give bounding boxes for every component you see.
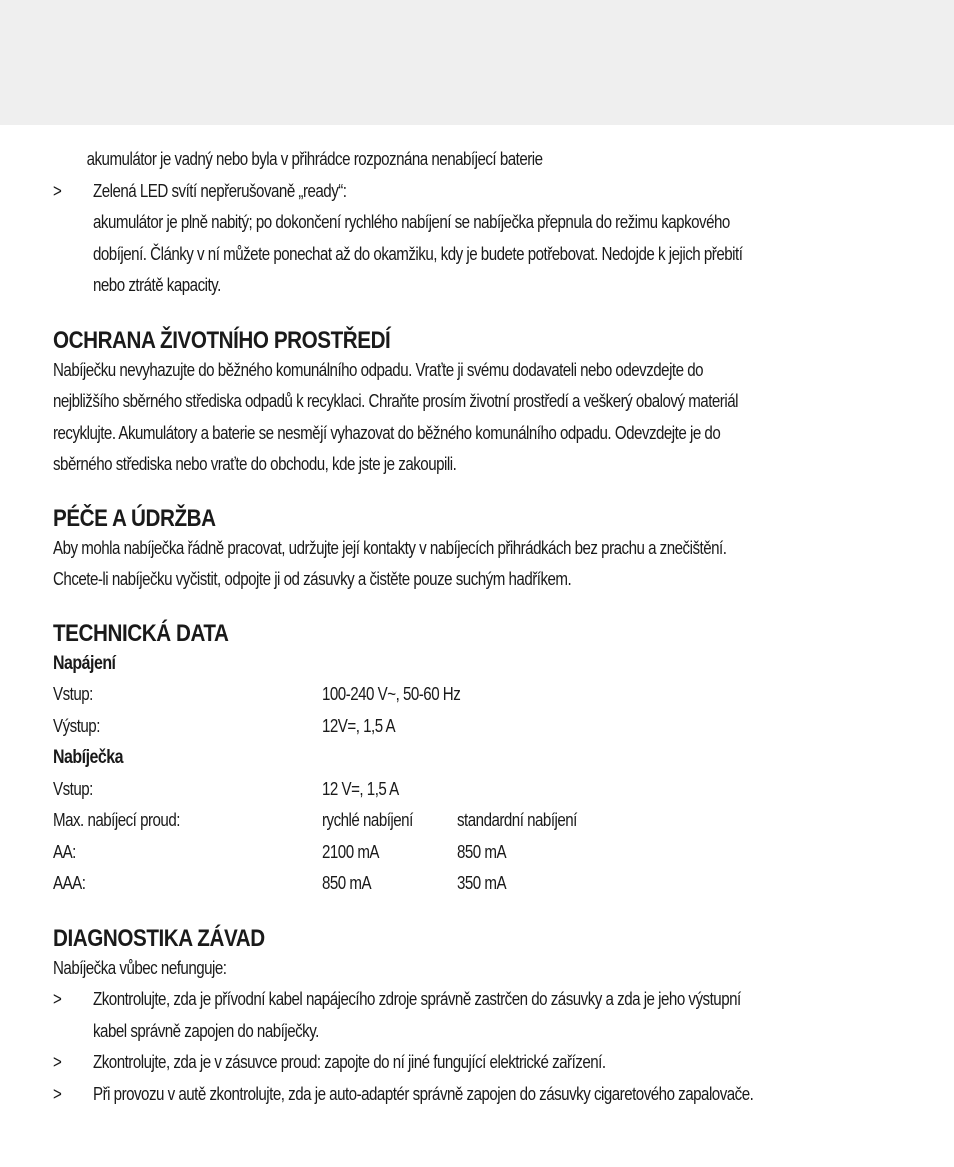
intro-line: akumulátor je vadný nebo byla v přihrádce rozpoznána nenabíjecí baterie [86,149,543,169]
paragraph-line: sběrného střediska nebo vraťte do obchodu, kde jste je zakoupili. [53,454,457,474]
spec-label: AAA: [53,873,86,893]
spec-label: Vstup: [53,684,93,704]
section-heading: DIAGNOSTIKA ZÁVAD [53,924,265,952]
bullet-text-line: Při provozu v autě zkontrolujte, zda je auto-adaptér správně zapojen do zásuvky cigaretového zapalovače. [93,1083,754,1104]
spec-value: 12 V=, 1,5 A [322,778,399,799]
subheading-supply: Napájení [53,652,116,674]
bullet-marker: > [53,1083,62,1104]
bullet-item [53,984,898,1047]
spec-row [53,805,898,837]
spec-label: Výstup: [53,715,100,736]
spec-label: Max. nabíjecí proud: [53,810,180,830]
spec-row [53,774,898,806]
spec-label: AA: [53,841,76,862]
bullet-marker: > [53,1052,62,1072]
spec-value-secondary: 350 mA [457,873,507,893]
subheading-charger: Nabíječka [53,747,123,768]
spec-row [53,868,898,900]
section-heading: OCHRANA ŽIVOTNÍHO PROSTŘEDÍ [53,326,391,354]
paragraph-line: Nabíječka vůbec nefunguje: [53,957,227,978]
spec-row [53,837,898,869]
section-environment [53,327,898,481]
paragraph-line: nejbližšího sběrného střediska odpadů k recyklaci. Chraňte prosím životní prostředí a veškerý obalový materiál [53,391,738,411]
section-care [53,505,898,596]
bullet-text-line: akumulátor je plně nabitý; po dokončení rychlého nabíjení se nabíječka přepnula do režimu kapkového [93,212,730,232]
bullet-item [53,1047,898,1079]
spec-label: Vstup: [53,778,93,799]
spec-value: 12V=, 1,5 A [322,715,396,736]
bullet-text-line: kabel správně zapojen do nabíječky. [93,1020,319,1041]
spec-row [53,711,898,743]
section-heading: PÉČE A ÚDRŽBA [53,504,216,532]
bullet-item-ready [53,176,898,302]
page-header-band [0,0,954,125]
paragraph-line: Nabíječku nevyhazujte do běžného komunálního odpadu. Vraťte ji svému dodavateli nebo odevzdejte do [53,359,704,380]
spec-row [53,679,898,711]
spec-value-secondary: standardní nabíjení [457,810,577,830]
section-diagnostics [53,925,898,1111]
bullet-marker: > [53,989,62,1009]
spec-value: 2100 mA [322,841,380,862]
spec-value: rychlé nabíjení [322,810,413,830]
page-content [53,144,898,1110]
bullet-item [53,1079,898,1111]
paragraph-line: Chcete-li nabíječku vyčistit, odpojte ji od zásuvky a čistěte pouze suchým hadříkem. [53,569,572,589]
bullet-marker: > [53,180,62,201]
section-heading: TECHNICKÁ DATA [53,619,229,647]
bullet-text-line: Zkontrolujte, zda je v zásuvce proud: zapojte do ní jiné fungující elektrické zařízení. [93,1052,606,1072]
bullet-text-line: dobíjení. Články v ní můžete ponechat až do okamžiku, kdy je budete potřebovat. Nedojde k jejich přebití [93,243,743,264]
spec-value: 850 mA [322,873,372,893]
section-technical-data [53,620,898,900]
bullet-text-line: Zkontrolujte, zda je přívodní kabel napájecího zdroje správně zastrčen do zásuvky a zda je jeho výstupní [93,989,741,1009]
bullet-text-line: nebo ztrátě kapacity. [93,275,221,295]
bullet-title: Zelená LED svítí nepřerušovaně „ready“: [93,180,347,201]
spec-value-secondary: 850 mA [457,841,507,862]
paragraph-line: recyklujte. Akumulátory a baterie se nesmějí vyhazovat do běžného komunálního odpadu. Odevzdejte je do [53,422,721,443]
paragraph-line: Aby mohla nabíječka řádně pracovat, udržujte její kontakty v nabíjecích přihrádkách bez prachu a znečištění. [53,537,727,558]
spec-value: 100-240 V~, 50-60 Hz [322,684,461,704]
